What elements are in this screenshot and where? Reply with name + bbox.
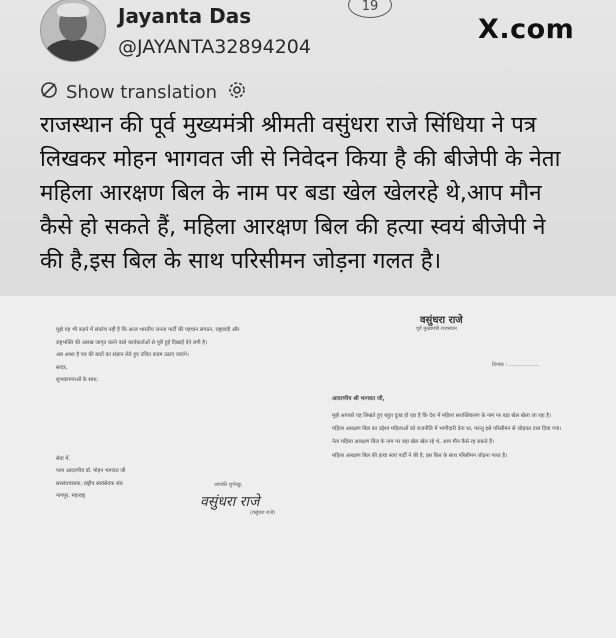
- post-text-line: महिला आरक्षण बिल के नाम पर बडा खेल खेलरहे थे,आप मौन: [40, 180, 542, 206]
- avatar[interactable]: [40, 0, 106, 62]
- signature-name: (वसुंधरा राजे): [250, 510, 276, 516]
- show-translation-link[interactable]: Show translation: [66, 81, 218, 103]
- display-name[interactable]: Jayanta Das: [118, 4, 252, 28]
- addressee-line: सेवा में,: [56, 455, 71, 462]
- translate-icon: [40, 81, 58, 104]
- attached-letter-image[interactable]: [0, 296, 616, 638]
- avatar-hair: [57, 3, 89, 17]
- letter-paragraph: नेता महिला आरक्षण बिल के नाम पर बड़ा खेल खेल रहे थे, आप मौन कैसे रह सकते हैं।: [332, 439, 494, 446]
- letter-salutation: आदरणीय श्री भागवत जी,: [332, 396, 385, 402]
- letter-left-page: [56, 326, 326, 505]
- handwritten-signature: वसुंधरा राजे: [200, 494, 260, 510]
- post-text: [40, 108, 600, 278]
- site-logo: X.com: [478, 14, 575, 45]
- gear-icon[interactable]: [227, 80, 247, 105]
- post-text-line: की है,इस बिल के साथ परिसीमन जोड़ना गलत है।: [40, 248, 442, 274]
- addressee-line: नागपुर, महाराष्ट्र: [56, 493, 86, 499]
- post-text-line: राजस्थान की पूर्व मुख्यमंत्री श्रीमती वसुंधरा राजे सिंधिया ने पत्र: [40, 112, 537, 138]
- letter-date: दिनांक : ...................: [492, 362, 539, 368]
- letter-paragraph: महिला आरक्षण बिल की हत्या स्वयं पार्टी ने की है, इस बिल के साथ परिसीमन जोड़ना गलत है।: [332, 452, 508, 459]
- letter-paragraph: मुझे यह भी कहने में संकोच नहीं है कि आज भारतीय जनता पार्टी की पहचान संगठन, राष्ट्रवादी और: [56, 327, 240, 333]
- letter-paragraph: महिला आरक्षण बिल का उद्देश्य महिलाओं को राजनीति में भागीदारी देना था, परन्तु इसे परिसीमन से जोड़कर टाल दिया गया।: [332, 426, 562, 433]
- handwritten-page-number: 19: [348, 0, 392, 18]
- signature-closing: आपकी शुभेच्छु,: [214, 482, 243, 488]
- show-translation-row[interactable]: [40, 80, 247, 104]
- addressee-line: सरसंघचालक, राष्ट्रीय स्वयंसेवक संघ: [56, 480, 123, 487]
- letter-paragraph: शुभकामनाओं के साथ,: [56, 377, 99, 383]
- post-text-line: कैसे हो सकते हैं, महिला आरक्षण बिल की हत्या स्वयं बीजेपी ने: [40, 214, 546, 240]
- letterhead-subtitle: पूर्व मुख्यमंत्री राजस्थान: [416, 326, 457, 332]
- letter-right-page: [332, 412, 572, 465]
- letter-paragraph: मुझे आपको यह लिखते हुए बहुत दुःख हो रहा है कि देश में महिला सशक्तिकरण के नाम पर बड़ा खेल खेला जा रहा है।: [332, 413, 551, 419]
- post-text-line: लिखकर मोहन भागवत जी से निवेदन किया है की बीजेपी के नेता: [40, 146, 561, 172]
- addressee-line: परम आदरणीय डॉ. मोहन भागवत जी: [56, 468, 126, 474]
- letter-paragraph: अब आशा है पत्र की बातों का संज्ञान लेते हुए उचित कदम उठाए जाएंगे।: [56, 352, 189, 358]
- avatar-shoulders: [45, 39, 101, 62]
- user-handle[interactable]: @JAYANTA32894204: [118, 36, 311, 58]
- letter-paragraph: सादर,: [56, 364, 68, 371]
- letterhead-name: वसुंधरा राजे: [420, 315, 463, 326]
- letter-paragraph: राष्ट्रभक्ति की अलख जागृत करने वाले कार्यकर्ताओं से पूरी हुई दिखाई देने लगी है।: [56, 339, 208, 346]
